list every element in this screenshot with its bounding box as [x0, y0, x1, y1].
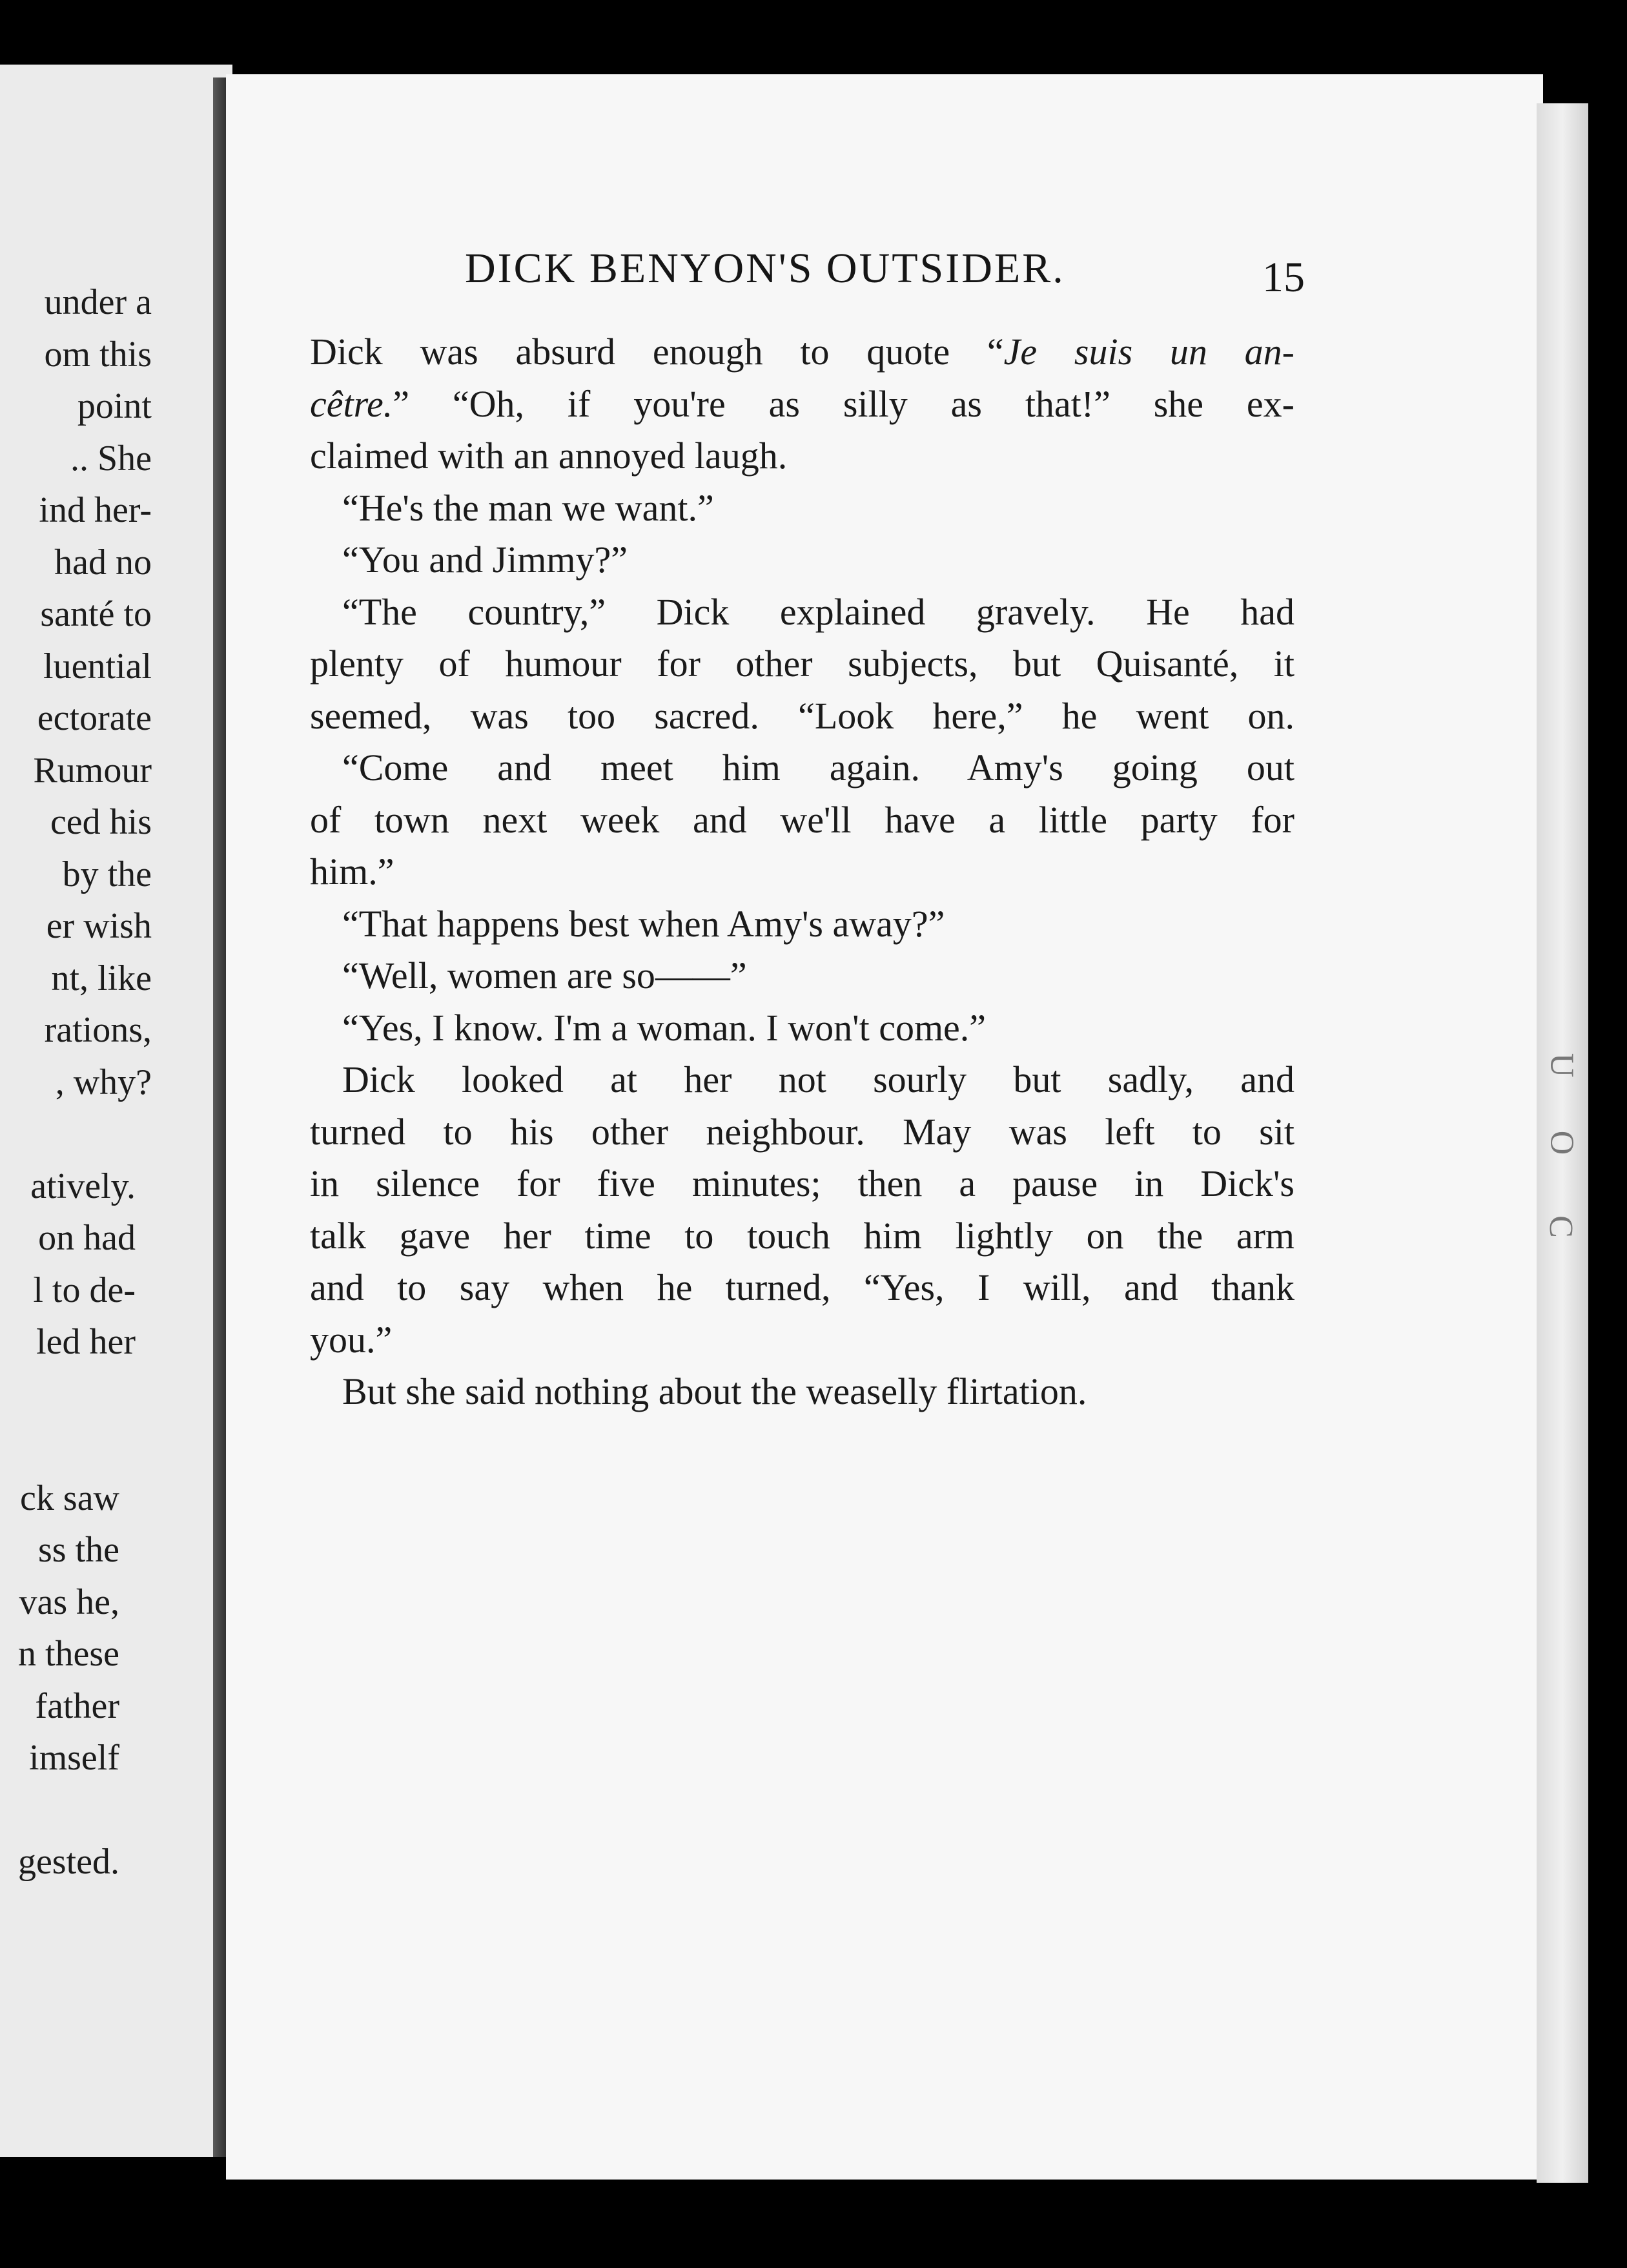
page-edge-mark: U [1543, 1053, 1581, 1078]
left-page-line: rations, [44, 1010, 152, 1050]
left-page-line: atively. [30, 1166, 136, 1206]
text-line [310, 1007, 1294, 1049]
page-edge [1537, 103, 1588, 2183]
text-line [310, 695, 1294, 737]
left-page-line: ced his [50, 802, 152, 842]
text-line [310, 799, 1294, 841]
left-page-line: ectorate [37, 698, 152, 738]
text-line [310, 850, 1294, 893]
text-line [310, 331, 1294, 373]
text-run: “The country,” Dick explained gravely. He had [342, 590, 1294, 633]
left-page-line: santé to [40, 594, 152, 634]
text-line [310, 591, 1294, 634]
text-run: ” “Oh, if you're as silly as that!” she ex- [393, 382, 1294, 425]
left-page-line: under a [44, 282, 152, 322]
text-line [310, 643, 1294, 685]
left-page-line: imself [29, 1738, 119, 1778]
left-page-line: ck saw [20, 1478, 119, 1518]
text-line [310, 1319, 1294, 1361]
text-run: “Well, women are so——” [342, 954, 747, 996]
text-run: you.” [310, 1318, 393, 1361]
text-line [310, 903, 1294, 945]
left-page-line: nt, like [51, 958, 152, 998]
italic-text-run: Je suis un an- [1003, 331, 1295, 373]
text-run: him.” [310, 850, 394, 892]
left-page-line: om this [44, 334, 152, 375]
page-number: 15 [1262, 254, 1305, 301]
left-page-line: led her [36, 1322, 136, 1362]
text-line [310, 383, 1294, 426]
text-line [310, 954, 1294, 997]
page-edge-mark: O [1543, 1130, 1581, 1155]
text-line [310, 487, 1294, 530]
left-page-line: n these [17, 1634, 119, 1674]
text-line [310, 1162, 1294, 1205]
text-run: “He's the man we want.” [342, 486, 714, 529]
left-page-line: ss the [38, 1530, 119, 1570]
left-page-line: point [77, 386, 152, 426]
text-run: talk gave her time to touch him lightly on the arm [310, 1214, 1294, 1257]
left-page-line: l to de- [33, 1270, 136, 1310]
left-page-line: vas he, [19, 1582, 119, 1622]
left-page-line: luential [43, 646, 152, 686]
left-page-line: er wish [46, 906, 152, 946]
left-page-line: Rumour [33, 750, 152, 790]
text-run: and to say when he turned, “Yes, I will, and thank [310, 1266, 1294, 1308]
running-head: DICK BENYON'S OUTSIDER. [465, 245, 1065, 292]
left-page-line: gested. [17, 1842, 119, 1882]
text-line [310, 747, 1294, 789]
text-run: plenty of humour for other subjects, but Quisanté, it [310, 643, 1294, 685]
page-edge-mark: C [1542, 1215, 1579, 1238]
left-page-line: father [35, 1686, 119, 1726]
text-line [310, 1058, 1294, 1101]
left-page-line: had no [54, 542, 152, 582]
text-line [310, 1215, 1294, 1257]
left-page-line: by the [62, 854, 152, 894]
text-run: But she said nothing about the weaselly flirtation. [342, 1370, 1087, 1412]
text-line [310, 1266, 1294, 1309]
text-run: turned to his other neighbour. May was left to sit [310, 1110, 1294, 1153]
text-run: in silence for five minutes; then a pause in Dick's [310, 1162, 1294, 1204]
left-page-line: on had [38, 1218, 136, 1258]
text-line [310, 1111, 1294, 1153]
text-line [310, 539, 1294, 581]
text-line [310, 1370, 1294, 1413]
text-line [310, 435, 1294, 477]
italic-text-run: cêtre. [310, 382, 393, 425]
text-run: “Yes, I know. I'm a woman. I won't come.” [342, 1006, 987, 1049]
text-run: seemed, was too sacred. “Look here,” he went on. [310, 694, 1294, 737]
left-page-line: ind her- [39, 490, 152, 530]
text-run: “Come and meet him again. Amy's going out [342, 747, 1294, 789]
text-run: “You and Jimmy?” [342, 539, 628, 581]
text-run: “That happens best when Amy's away?” [342, 902, 945, 945]
text-run: Dick looked at her not sourly but sadly, and [342, 1058, 1294, 1100]
text-run: claimed with an annoyed laugh. [310, 435, 788, 477]
left-page-line: , why? [55, 1062, 152, 1102]
text-run: of town next week and we'll have a little party for [310, 798, 1294, 841]
facing-page-left [0, 65, 232, 2157]
text-run: Dick was absurd enough to quote “ [310, 331, 1004, 373]
left-page-line: .. She [70, 438, 152, 479]
